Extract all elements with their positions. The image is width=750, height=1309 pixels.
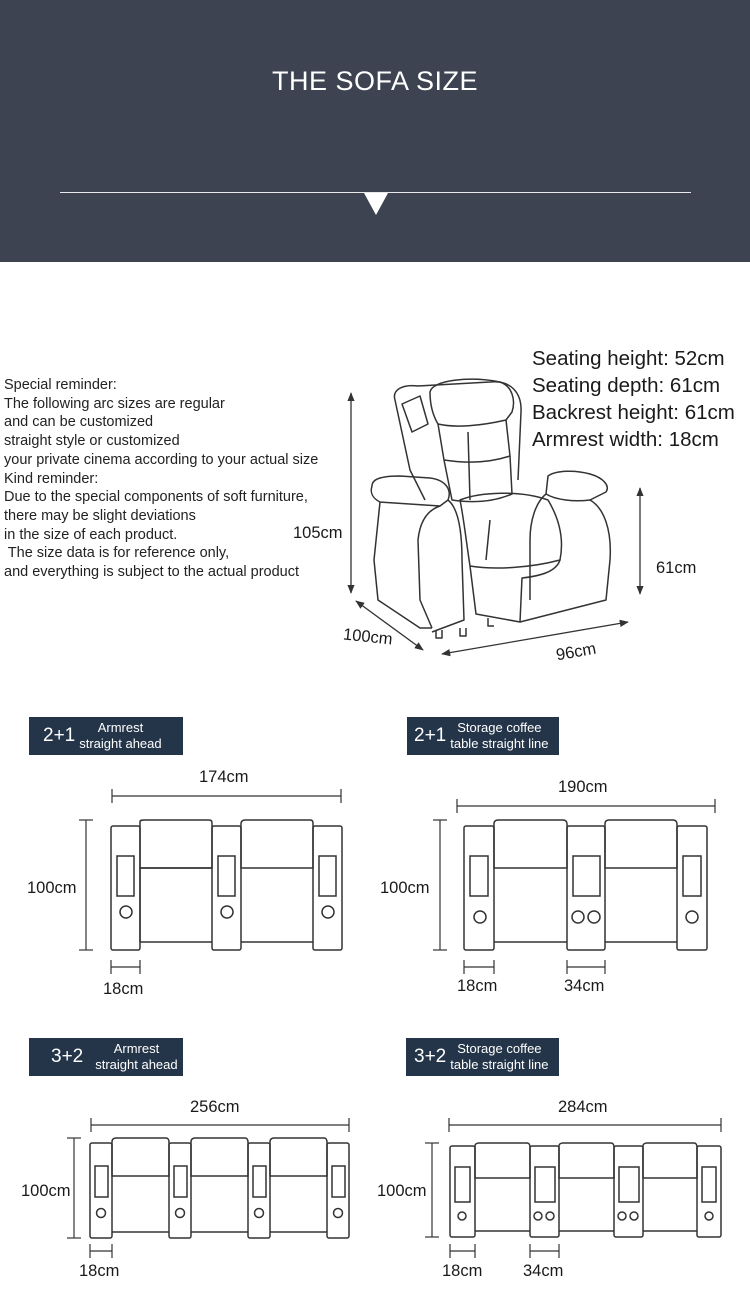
layout-label: Storage coffee table straight line [450, 1041, 549, 1072]
spec-backrest-height: Backrest height: 61cm [532, 401, 735, 424]
reminder-line: in the size of each product. [4, 526, 178, 543]
layout-4-table: 34cm [523, 1262, 564, 1280]
chair-depth-label: 100cm [342, 625, 394, 649]
layout-2-arm: 18cm [457, 977, 498, 995]
reminder-line: The size data is for reference only, [4, 545, 230, 562]
layout-2-diagram [433, 799, 715, 974]
layout-3-diagram [67, 1118, 349, 1258]
layout-1-width: 174cm [199, 768, 249, 786]
chair-dimension-lines [351, 393, 640, 654]
layout-label: Storage coffee table straight line [450, 720, 549, 751]
chair-height-label: 105cm [293, 524, 343, 542]
layout-label: Armrest straight ahead [95, 1041, 178, 1072]
reminder-line: your private cinema according to your actual size [4, 451, 319, 468]
reminder-line: The following arc sizes are regular [4, 395, 225, 412]
layout-4-width: 284cm [558, 1098, 608, 1116]
layout-code: 2+1 [43, 725, 76, 746]
reminder-line: straight style or customized [4, 433, 180, 450]
layout-code: 3+2 [414, 1046, 447, 1067]
spec-armrest-width: Armrest width: 18cm [532, 428, 719, 451]
layout-code: 2+1 [414, 725, 447, 746]
layout-3-arm: 18cm [79, 1262, 120, 1280]
chair-width-label: 96cm [554, 639, 598, 665]
layout-1-badge [29, 717, 183, 755]
reminder-line: Kind reminder: [4, 470, 99, 487]
recliner-chair-illustration [371, 379, 610, 638]
reminder-line: and can be customized [4, 414, 154, 431]
layout-2-width: 190cm [558, 778, 608, 796]
chair-seat-height-label: 61cm [656, 559, 697, 577]
reminder-line: and everything is subject to the actual product [4, 564, 300, 581]
layout-2-table: 34cm [564, 977, 605, 995]
reminder-line: Special reminder: [4, 377, 117, 393]
layout-3-depth: 100cm [21, 1182, 71, 1200]
spec-seating-height: Seating height: 52cm [532, 347, 725, 370]
layout-2-depth: 100cm [380, 879, 430, 897]
layout-1-depth: 100cm [27, 879, 77, 897]
layout-2-badge [407, 717, 559, 755]
layout-code: 3+2 [51, 1046, 84, 1067]
layout-4-arm: 18cm [442, 1262, 483, 1280]
reminder-line: Due to the special components of soft furniture, [4, 489, 308, 506]
layout-3-width: 256cm [190, 1098, 240, 1116]
reminder-line: there may be slight deviations [4, 507, 196, 524]
layout-4-badge [406, 1038, 559, 1076]
spec-seating-depth: Seating depth: 61cm [532, 374, 721, 397]
layout-3-badge [29, 1038, 183, 1076]
layout-4-diagram [425, 1118, 721, 1258]
page-title: THE SOFA SIZE [271, 66, 479, 96]
layout-label: Armrest straight ahead [79, 720, 162, 751]
layout-1-diagram [79, 789, 342, 974]
layout-4-depth: 100cm [377, 1182, 427, 1200]
layout-1-arm: 18cm [103, 980, 144, 998]
